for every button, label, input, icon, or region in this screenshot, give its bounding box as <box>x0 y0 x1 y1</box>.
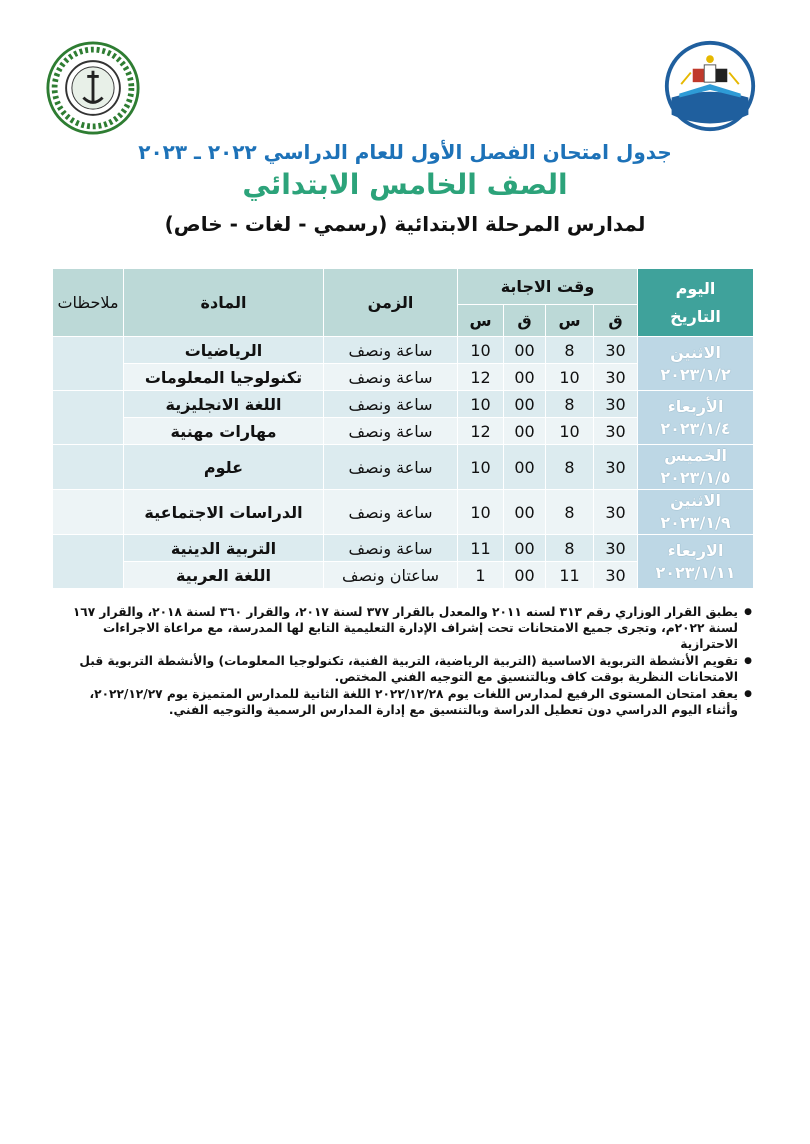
notes-cell <box>53 490 124 535</box>
from-minute: 30 <box>594 364 638 391</box>
duration: ساعة ونصف <box>324 490 458 535</box>
to-hour: 10 <box>458 490 504 535</box>
exam-date: ٢٠٢٣/١/١١ <box>655 562 736 582</box>
duration: ساعة ونصف <box>324 418 458 445</box>
duration: ساعة ونصف <box>324 337 458 364</box>
to-minute: 00 <box>504 418 546 445</box>
from-hour: 10 <box>546 418 594 445</box>
day-date-header <box>638 269 754 337</box>
to-hour: 10 <box>458 391 504 418</box>
exam-date: ٢٠٢٣/١/٩ <box>660 513 731 532</box>
notes-cell <box>53 445 124 490</box>
duration: ساعة ونصف <box>324 535 458 562</box>
from-hour-header: س <box>546 305 594 337</box>
exam-date: ٢٠٢٣/١/٤ <box>660 418 731 438</box>
to-minute: 00 <box>504 337 546 364</box>
note-item: ● تقويم الأنشطة التربوية الاساسية (التربية الرياضية، التربية الفنية، تكنولوجيا المعلومات) والأنشطة التربوية قبل الامتحانات النظرية بوقت كاف وبالتنسيق مع التوجيه الفني المختص. <box>62 653 752 685</box>
day-name: الاربعاء <box>667 540 724 560</box>
from-minute: 30 <box>594 391 638 418</box>
subject: التربية الدينية <box>124 535 324 562</box>
to-minute: 00 <box>504 490 546 535</box>
from-hour: 8 <box>546 391 594 418</box>
from-minute: 30 <box>594 418 638 445</box>
from-hour: 10 <box>546 364 594 391</box>
to-hour: 12 <box>458 364 504 391</box>
subject: الدراسات الاجتماعية <box>124 490 324 535</box>
answer-time-header: وقت الاجابة <box>458 269 638 305</box>
from-minute: 30 <box>594 562 638 589</box>
to-minute: 00 <box>504 445 546 490</box>
note-item: ● يطبق القرار الوزاري رقم ٣١٣ لسنه ٢٠١١ والمعدل بالقرار ٣٧٧ لسنة ٢٠١٧، والقرار ٣٦٠ لسنة ٢٠١٨، والقرار ١٦٧ لسنة ٢٠٢٢م، وتجرى جميع الامتحانات تحت إشراف الإدارة التعليمية التابع لها المدرسة، مع مراعاة الاجراءات الاحترازية <box>62 604 752 652</box>
table-row <box>53 445 754 490</box>
notes-cell <box>53 337 124 391</box>
from-hour: 11 <box>546 562 594 589</box>
duration: ساعة ونصف <box>324 391 458 418</box>
from-hour: 8 <box>546 337 594 364</box>
notes-header: ملاحظات <box>53 269 124 337</box>
to-hour: 10 <box>458 337 504 364</box>
subject: اللغة الانجليزية <box>124 391 324 418</box>
to-hour: 11 <box>458 535 504 562</box>
to-hour: 10 <box>458 445 504 490</box>
day-name: الاثنين <box>670 491 721 510</box>
note-item: ● يعقد امتحان المستوى الرفيع لمدارس اللغات يوم ٢٠٢٢/١٢/٢٨ اللغة الثانية للمدارس المتميزة يوم ٢٠٢٢/١٢/٢٧، وأثناء اليوم الدراسي دون تعطيل الدراسة وبالتنسيق مع إدارة المدارس الرسمية والتوجيه الفني. <box>62 686 752 718</box>
exam-date: ٢٠٢٣/١/٢ <box>660 364 731 384</box>
subject: مهارات مهنية <box>124 418 324 445</box>
duration-header: الزمن <box>324 269 458 337</box>
table-row <box>53 490 754 535</box>
to-hour-header: س <box>458 305 504 337</box>
to-hour: 1 <box>458 562 504 589</box>
schools-subtitle: لمدارس المرحلة الابتدائية (رسمي - لغات - خاص) <box>164 212 646 236</box>
day-date-cell <box>638 391 754 445</box>
from-hour: 8 <box>546 535 594 562</box>
to-minute: 00 <box>504 535 546 562</box>
from-minute: 30 <box>594 535 638 562</box>
day-name: الخميس <box>664 446 727 465</box>
day-date-cell <box>638 337 754 391</box>
duration: ساعتان ونصف <box>324 562 458 589</box>
from-minute: 30 <box>594 337 638 364</box>
subject: اللغة العربية <box>124 562 324 589</box>
subject-header: المادة <box>124 269 324 337</box>
notes-cell <box>53 391 124 445</box>
from-minute: 30 <box>594 445 638 490</box>
to-minute: 00 <box>504 562 546 589</box>
date-header: التاريخ <box>670 306 721 326</box>
table-row <box>53 535 754 562</box>
notes-cell <box>53 535 124 589</box>
from-hour: 8 <box>546 445 594 490</box>
to-hour: 12 <box>458 418 504 445</box>
exam-schedule-title: جدول امتحان الفصل الأول للعام الدراسي ٢٠٢٢ ـ ٢٠٢٣ <box>138 140 672 164</box>
from-minute: 30 <box>594 490 638 535</box>
duration: ساعة ونصف <box>324 364 458 391</box>
subject: الرياضيات <box>124 337 324 364</box>
governorate-seal-logo <box>45 40 141 136</box>
table-row <box>53 391 754 418</box>
to-minute: 00 <box>504 364 546 391</box>
day-header: اليوم <box>675 278 716 298</box>
subject: علوم <box>124 445 324 490</box>
subject: تكنولوجيا المعلومات <box>124 364 324 391</box>
duration: ساعة ونصف <box>324 445 458 490</box>
exam-date: ٢٠٢٣/١/٥ <box>660 468 731 487</box>
grade-title: الصف الخامس الابتدائي <box>242 168 568 201</box>
day-date-cell <box>638 445 754 490</box>
day-date-cell <box>638 490 754 535</box>
from-minute-header: ق <box>594 305 638 337</box>
from-hour: 8 <box>546 490 594 535</box>
day-date-cell <box>638 535 754 589</box>
table-row <box>53 337 754 364</box>
to-minute-header: ق <box>504 305 546 337</box>
day-name: الاثنين <box>670 342 721 362</box>
directorate-education-logo <box>662 38 758 134</box>
exam-schedule-table <box>52 268 754 589</box>
notes-list <box>62 604 752 719</box>
to-minute: 00 <box>504 391 546 418</box>
day-name: الأربعاء <box>667 396 724 416</box>
